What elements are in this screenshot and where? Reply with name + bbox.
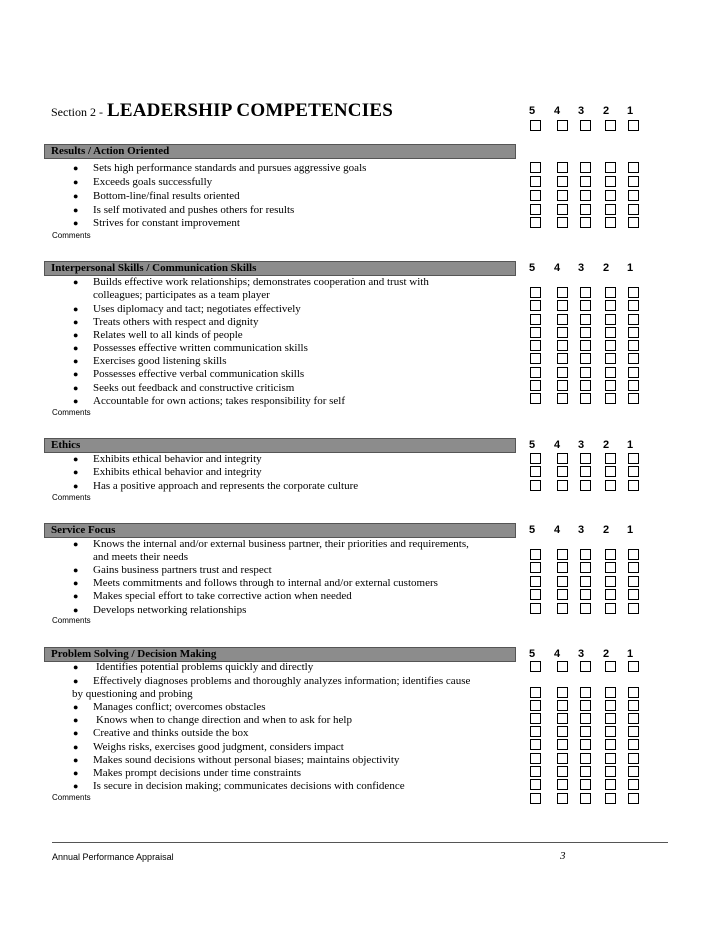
rating-checkbox-3[interactable] — [580, 466, 591, 477]
rating-checkbox-1[interactable] — [628, 176, 639, 187]
rating-checkbox-1[interactable] — [628, 766, 639, 777]
competency-item: Bottom-line/final results oriented — [93, 190, 240, 202]
rating-checkbox-1[interactable] — [628, 779, 639, 790]
competency-item: colleagues; participates as a team player — [93, 289, 270, 301]
rating-checkbox-3[interactable] — [580, 162, 591, 173]
bullet-icon: ● — [73, 369, 79, 379]
bullet-icon: ● — [73, 177, 79, 187]
rating-checkbox-1[interactable] — [628, 713, 639, 724]
rating-checkbox-5[interactable] — [530, 120, 541, 131]
rating-checkbox-2[interactable] — [605, 393, 616, 404]
rating-scale-label-4: 4 — [553, 262, 561, 274]
rating-checkbox-3[interactable] — [580, 453, 591, 464]
rating-checkbox-4[interactable] — [557, 687, 568, 698]
rating-scale-label-2: 2 — [602, 262, 610, 274]
rating-checkbox-5[interactable] — [530, 453, 541, 464]
rating-checkbox-4[interactable] — [557, 300, 568, 311]
rating-checkbox-3[interactable] — [580, 393, 591, 404]
rating-checkbox-4[interactable] — [557, 340, 568, 351]
bullet-icon: ● — [73, 191, 79, 201]
rating-scale-label-4: 4 — [553, 648, 561, 660]
rating-checkbox-5[interactable] — [530, 287, 541, 298]
rating-checkbox-3[interactable] — [580, 120, 591, 131]
section-title: LEADERSHIP COMPETENCIES — [107, 100, 393, 121]
competency-item: Is self motivated and pushes others for results — [93, 204, 295, 216]
bullet-icon: ● — [73, 317, 79, 327]
bullet-icon: ● — [73, 218, 79, 228]
rating-checkbox-3[interactable] — [580, 314, 591, 325]
rating-checkbox-5[interactable] — [530, 367, 541, 378]
rating-checkbox-2[interactable] — [605, 204, 616, 215]
rating-checkbox-1[interactable] — [628, 589, 639, 600]
rating-checkbox-2[interactable] — [605, 726, 616, 737]
rating-checkbox-5[interactable] — [530, 739, 541, 750]
rating-scale-label-1: 1 — [626, 105, 634, 117]
competency-item: Uses diplomacy and tact; negotiates effectively — [93, 303, 301, 315]
rating-checkbox-5[interactable] — [530, 176, 541, 187]
rating-checkbox-4[interactable] — [557, 739, 568, 750]
rating-checkbox-4[interactable] — [557, 287, 568, 298]
rating-checkbox-3[interactable] — [580, 687, 591, 698]
rating-checkbox-5[interactable] — [530, 190, 541, 201]
rating-checkbox-4[interactable] — [557, 314, 568, 325]
rating-checkbox-5[interactable] — [530, 327, 541, 338]
rating-checkbox-1[interactable] — [628, 300, 639, 311]
competency-item: Gains business partners trust and respect — [93, 564, 272, 576]
rating-checkbox-3[interactable] — [580, 779, 591, 790]
bullet-icon: ● — [73, 356, 79, 366]
rating-checkbox-1[interactable] — [628, 726, 639, 737]
rating-checkbox-2[interactable] — [605, 603, 616, 614]
rating-scale-label-3: 3 — [577, 524, 585, 536]
rating-scale-label-2: 2 — [602, 524, 610, 536]
competency-item: Has a positive approach and represents the corporate culture — [93, 480, 359, 492]
rating-checkbox-5[interactable] — [530, 661, 541, 672]
rating-scale-label-4: 4 — [553, 439, 561, 451]
competency-item: Identifies potential problems quickly and directly — [96, 661, 314, 673]
rating-checkbox-2[interactable] — [605, 480, 616, 491]
rating-checkbox-1[interactable] — [628, 576, 639, 587]
rating-checkbox-3[interactable] — [580, 726, 591, 737]
rating-checkbox-1[interactable] — [628, 204, 639, 215]
rating-checkbox-3[interactable] — [580, 589, 591, 600]
rating-checkbox-5[interactable] — [530, 713, 541, 724]
rating-scale-label-5: 5 — [528, 648, 536, 660]
rating-checkbox-4[interactable] — [557, 726, 568, 737]
rating-checkbox-3[interactable] — [580, 300, 591, 311]
group-header-1 — [44, 261, 516, 276]
rating-checkbox-2[interactable] — [605, 217, 616, 228]
rating-checkbox-5[interactable] — [530, 549, 541, 560]
rating-checkbox-1[interactable] — [628, 287, 639, 298]
rating-scale-label-5: 5 — [528, 262, 536, 274]
rating-checkbox-2[interactable] — [605, 661, 616, 672]
rating-checkbox-2[interactable] — [605, 176, 616, 187]
rating-checkbox-2[interactable] — [605, 190, 616, 201]
rating-checkbox-5[interactable] — [530, 700, 541, 711]
competency-item: Is secure in decision making; communicates decisions with confidence — [93, 780, 405, 792]
rating-checkbox-3[interactable] — [580, 603, 591, 614]
competency-item: Treats others with respect and dignity — [93, 316, 259, 328]
comments-label: Comments — [52, 231, 91, 240]
competency-item: Weighs risks, exercises good judgment, considers impact — [93, 741, 344, 753]
rating-scale-label-2: 2 — [602, 648, 610, 660]
bullet-icon: ● — [73, 591, 79, 601]
rating-checkbox-1[interactable] — [628, 327, 639, 338]
group-header-label: Results / Action Oriented — [51, 145, 170, 157]
rating-checkbox-2[interactable] — [605, 340, 616, 351]
rating-scale-label-4: 4 — [553, 524, 561, 536]
group-header-3 — [44, 523, 516, 538]
rating-checkbox-2[interactable] — [605, 739, 616, 750]
rating-checkbox-2[interactable] — [605, 466, 616, 477]
competency-item: Builds effective work relationships; demonstrates cooperation and trust with — [93, 276, 429, 288]
rating-checkbox-3[interactable] — [580, 739, 591, 750]
rating-checkbox-1[interactable] — [628, 380, 639, 391]
competency-item: and meets their needs — [93, 551, 188, 563]
bullet-icon: ● — [73, 304, 79, 314]
competency-item: Makes prompt decisions under time constraints — [93, 767, 302, 779]
rating-checkbox-5[interactable] — [530, 393, 541, 404]
rating-scale-label-2: 2 — [602, 105, 610, 117]
rating-checkbox-2[interactable] — [605, 287, 616, 298]
rating-checkbox-2[interactable] — [605, 353, 616, 364]
bullet-icon: ● — [73, 481, 79, 491]
rating-checkbox-2[interactable] — [605, 589, 616, 600]
competency-item: Develops networking relationships — [93, 604, 247, 616]
rating-checkbox-2[interactable] — [605, 549, 616, 560]
rating-checkbox-5[interactable] — [530, 766, 541, 777]
rating-checkbox-1[interactable] — [628, 340, 639, 351]
rating-checkbox-5[interactable] — [530, 340, 541, 351]
rating-checkbox-1[interactable] — [628, 466, 639, 477]
rating-checkbox-5[interactable] — [530, 687, 541, 698]
section-prefix: Section 2 - — [51, 105, 103, 119]
rating-checkbox-4[interactable] — [557, 480, 568, 491]
group-header-label: Interpersonal Skills / Communication Skills — [51, 262, 257, 274]
competency-item: Exercises good listening skills — [93, 355, 227, 367]
competency-item: Creative and thinks outside the box — [93, 727, 249, 739]
competency-item: Makes sound decisions without personal biases; maintains objectivity — [93, 754, 400, 766]
rating-checkbox-4[interactable] — [557, 393, 568, 404]
rating-checkbox-4[interactable] — [557, 380, 568, 391]
rating-checkbox-3[interactable] — [580, 327, 591, 338]
comments-label: Comments — [52, 793, 91, 802]
bullet-icon: ● — [73, 702, 79, 712]
rating-checkbox-1[interactable] — [628, 739, 639, 750]
footer-title: Annual Performance Appraisal — [52, 852, 174, 862]
bullet-icon: ● — [73, 662, 79, 672]
rating-checkbox-3[interactable] — [580, 176, 591, 187]
rating-checkbox-4[interactable] — [557, 466, 568, 477]
rating-checkbox-4[interactable] — [557, 217, 568, 228]
competency-item: Meets commitments and follows through to internal and/or external customers — [93, 577, 438, 589]
rating-checkbox-2[interactable] — [605, 562, 616, 573]
rating-checkbox-5[interactable] — [530, 793, 541, 804]
rating-checkbox-2[interactable] — [605, 779, 616, 790]
rating-checkbox-2[interactable] — [605, 713, 616, 724]
competency-item: Effectively diagnoses problems and thoroughly analyzes information; identifies cause — [93, 675, 471, 687]
rating-checkbox-2[interactable] — [605, 380, 616, 391]
rating-checkbox-3[interactable] — [580, 700, 591, 711]
rating-checkbox-5[interactable] — [530, 300, 541, 311]
rating-checkbox-5[interactable] — [530, 217, 541, 228]
rating-checkbox-4[interactable] — [557, 353, 568, 364]
rating-checkbox-2[interactable] — [605, 327, 616, 338]
bullet-icon: ● — [73, 454, 79, 464]
rating-checkbox-5[interactable] — [530, 466, 541, 477]
bullet-icon: ● — [73, 605, 79, 615]
bullet-icon: ● — [73, 383, 79, 393]
rating-checkbox-4[interactable] — [557, 367, 568, 378]
rating-checkbox-3[interactable] — [580, 204, 591, 215]
bullet-icon: ● — [73, 539, 79, 549]
rating-scale-label-2: 2 — [602, 439, 610, 451]
rating-checkbox-1[interactable] — [628, 453, 639, 464]
competency-item: Relates well to all kinds of people — [93, 329, 243, 341]
rating-checkbox-2[interactable] — [605, 453, 616, 464]
rating-checkbox-1[interactable] — [628, 120, 639, 131]
rating-checkbox-4[interactable] — [557, 603, 568, 614]
rating-checkbox-2[interactable] — [605, 162, 616, 173]
bullet-icon: ● — [73, 396, 79, 406]
rating-checkbox-1[interactable] — [628, 190, 639, 201]
rating-checkbox-4[interactable] — [557, 700, 568, 711]
rating-checkbox-2[interactable] — [605, 300, 616, 311]
group-header-label: Problem Solving / Decision Making — [51, 648, 217, 660]
rating-scale-label-3: 3 — [577, 105, 585, 117]
rating-scale-label-5: 5 — [528, 524, 536, 536]
competency-item: Exceeds goals successfully — [93, 176, 213, 188]
rating-checkbox-3[interactable] — [580, 340, 591, 351]
group-header-0 — [44, 144, 516, 159]
rating-checkbox-5[interactable] — [530, 353, 541, 364]
rating-checkbox-4[interactable] — [557, 661, 568, 672]
competency-item: Manages conflict; overcomes obstacles — [93, 701, 266, 713]
rating-checkbox-4[interactable] — [557, 562, 568, 573]
bullet-icon: ● — [73, 578, 79, 588]
bullet-icon: ● — [73, 343, 79, 353]
rating-checkbox-1[interactable] — [628, 753, 639, 764]
rating-checkbox-3[interactable] — [580, 190, 591, 201]
bullet-icon: ● — [73, 330, 79, 340]
rating-scale-label-1: 1 — [626, 648, 634, 660]
bullet-icon: ● — [73, 755, 79, 765]
comments-label: Comments — [52, 408, 91, 417]
rating-checkbox-1[interactable] — [628, 562, 639, 573]
bullet-icon: ● — [73, 728, 79, 738]
competency-item: Knows when to change direction and when to ask for help — [96, 714, 352, 726]
competency-item: Strives for constant improvement — [93, 217, 240, 229]
rating-scale-label-1: 1 — [626, 262, 634, 274]
rating-checkbox-2[interactable] — [605, 700, 616, 711]
rating-checkbox-1[interactable] — [628, 700, 639, 711]
rating-checkbox-4[interactable] — [557, 779, 568, 790]
rating-checkbox-2[interactable] — [605, 793, 616, 804]
rating-checkbox-3[interactable] — [580, 661, 591, 672]
rating-checkbox-4[interactable] — [557, 753, 568, 764]
rating-checkbox-4[interactable] — [557, 162, 568, 173]
rating-checkbox-3[interactable] — [580, 367, 591, 378]
rating-checkbox-4[interactable] — [557, 176, 568, 187]
rating-checkbox-1[interactable] — [628, 217, 639, 228]
rating-checkbox-5[interactable] — [530, 753, 541, 764]
rating-checkbox-2[interactable] — [605, 753, 616, 764]
rating-checkbox-5[interactable] — [530, 480, 541, 491]
rating-checkbox-3[interactable] — [580, 549, 591, 560]
bullet-icon: ● — [73, 742, 79, 752]
rating-checkbox-5[interactable] — [530, 204, 541, 215]
rating-checkbox-3[interactable] — [580, 562, 591, 573]
rating-checkbox-4[interactable] — [557, 327, 568, 338]
rating-checkbox-3[interactable] — [580, 753, 591, 764]
competency-item: Seeks out feedback and constructive criticism — [93, 382, 295, 394]
rating-checkbox-4[interactable] — [557, 589, 568, 600]
bullet-icon: ● — [73, 676, 79, 686]
group-header-label: Service Focus — [51, 524, 116, 536]
competency-item: Possesses effective written communication skills — [93, 342, 308, 354]
rating-checkbox-1[interactable] — [628, 314, 639, 325]
rating-checkbox-1[interactable] — [628, 687, 639, 698]
rating-checkbox-5[interactable] — [530, 576, 541, 587]
bullet-icon: ● — [73, 781, 79, 791]
rating-checkbox-3[interactable] — [580, 217, 591, 228]
rating-checkbox-4[interactable] — [557, 120, 568, 131]
rating-scale-label-4: 4 — [553, 105, 561, 117]
rating-checkbox-1[interactable] — [628, 661, 639, 672]
rating-checkbox-5[interactable] — [530, 380, 541, 391]
rating-checkbox-4[interactable] — [557, 549, 568, 560]
rating-checkbox-2[interactable] — [605, 576, 616, 587]
competency-item: Knows the internal and/or external business partner, their priorities and requirements, — [93, 538, 469, 550]
rating-checkbox-3[interactable] — [580, 766, 591, 777]
rating-checkbox-3[interactable] — [580, 353, 591, 364]
rating-checkbox-1[interactable] — [628, 793, 639, 804]
rating-checkbox-2[interactable] — [605, 120, 616, 131]
rating-scale-label-5: 5 — [528, 105, 536, 117]
rating-checkbox-3[interactable] — [580, 793, 591, 804]
rating-checkbox-2[interactable] — [605, 314, 616, 325]
rating-checkbox-5[interactable] — [530, 779, 541, 790]
rating-checkbox-5[interactable] — [530, 603, 541, 614]
rating-checkbox-4[interactable] — [557, 793, 568, 804]
footer-divider — [52, 842, 668, 843]
group-header-label: Ethics — [51, 439, 81, 451]
rating-checkbox-4[interactable] — [557, 204, 568, 215]
bullet-icon: ● — [73, 715, 79, 725]
rating-checkbox-4[interactable] — [557, 453, 568, 464]
rating-checkbox-1[interactable] — [628, 393, 639, 404]
group-header-4 — [44, 647, 516, 662]
competency-item: by questioning and probing — [72, 688, 193, 700]
competency-item: Possesses effective verbal communication skills — [93, 368, 305, 380]
rating-checkbox-4[interactable] — [557, 190, 568, 201]
rating-checkbox-4[interactable] — [557, 576, 568, 587]
rating-checkbox-2[interactable] — [605, 367, 616, 378]
rating-checkbox-3[interactable] — [580, 713, 591, 724]
rating-checkbox-3[interactable] — [580, 380, 591, 391]
rating-checkbox-3[interactable] — [580, 576, 591, 587]
rating-checkbox-1[interactable] — [628, 367, 639, 378]
bullet-icon: ● — [73, 205, 79, 215]
rating-checkbox-1[interactable] — [628, 353, 639, 364]
rating-scale-label-1: 1 — [626, 439, 634, 451]
rating-checkbox-1[interactable] — [628, 603, 639, 614]
rating-checkbox-1[interactable] — [628, 480, 639, 491]
rating-checkbox-5[interactable] — [530, 162, 541, 173]
bullet-icon: ● — [73, 163, 79, 173]
footer-page-number: 3 — [560, 850, 566, 862]
comments-label: Comments — [52, 493, 91, 502]
rating-scale-label-3: 3 — [577, 439, 585, 451]
rating-scale-label-5: 5 — [528, 439, 536, 451]
rating-scale-label-3: 3 — [577, 648, 585, 660]
competency-item: Exhibits ethical behavior and integrity — [93, 466, 262, 478]
competency-item: Sets high performance standards and pursues aggressive goals — [93, 162, 367, 174]
rating-checkbox-1[interactable] — [628, 162, 639, 173]
rating-checkbox-3[interactable] — [580, 287, 591, 298]
group-header-2 — [44, 438, 516, 453]
rating-checkbox-2[interactable] — [605, 766, 616, 777]
rating-scale-label-1: 1 — [626, 524, 634, 536]
bullet-icon: ● — [73, 565, 79, 575]
rating-checkbox-4[interactable] — [557, 713, 568, 724]
rating-checkbox-5[interactable] — [530, 562, 541, 573]
rating-checkbox-5[interactable] — [530, 589, 541, 600]
rating-checkbox-3[interactable] — [580, 480, 591, 491]
competency-item: Accountable for own actions; takes responsibility for self — [93, 395, 346, 407]
rating-checkbox-2[interactable] — [605, 687, 616, 698]
rating-scale-label-3: 3 — [577, 262, 585, 274]
rating-checkbox-4[interactable] — [557, 766, 568, 777]
bullet-icon: ● — [73, 277, 79, 287]
bullet-icon: ● — [73, 467, 79, 477]
bullet-icon: ● — [73, 768, 79, 778]
competency-item: Exhibits ethical behavior and integrity — [93, 453, 262, 465]
comments-label: Comments — [52, 616, 91, 625]
rating-checkbox-5[interactable] — [530, 314, 541, 325]
rating-checkbox-5[interactable] — [530, 726, 541, 737]
section-heading — [51, 100, 393, 122]
competency-item: Makes special effort to take corrective action when needed — [93, 590, 352, 602]
rating-checkbox-1[interactable] — [628, 549, 639, 560]
